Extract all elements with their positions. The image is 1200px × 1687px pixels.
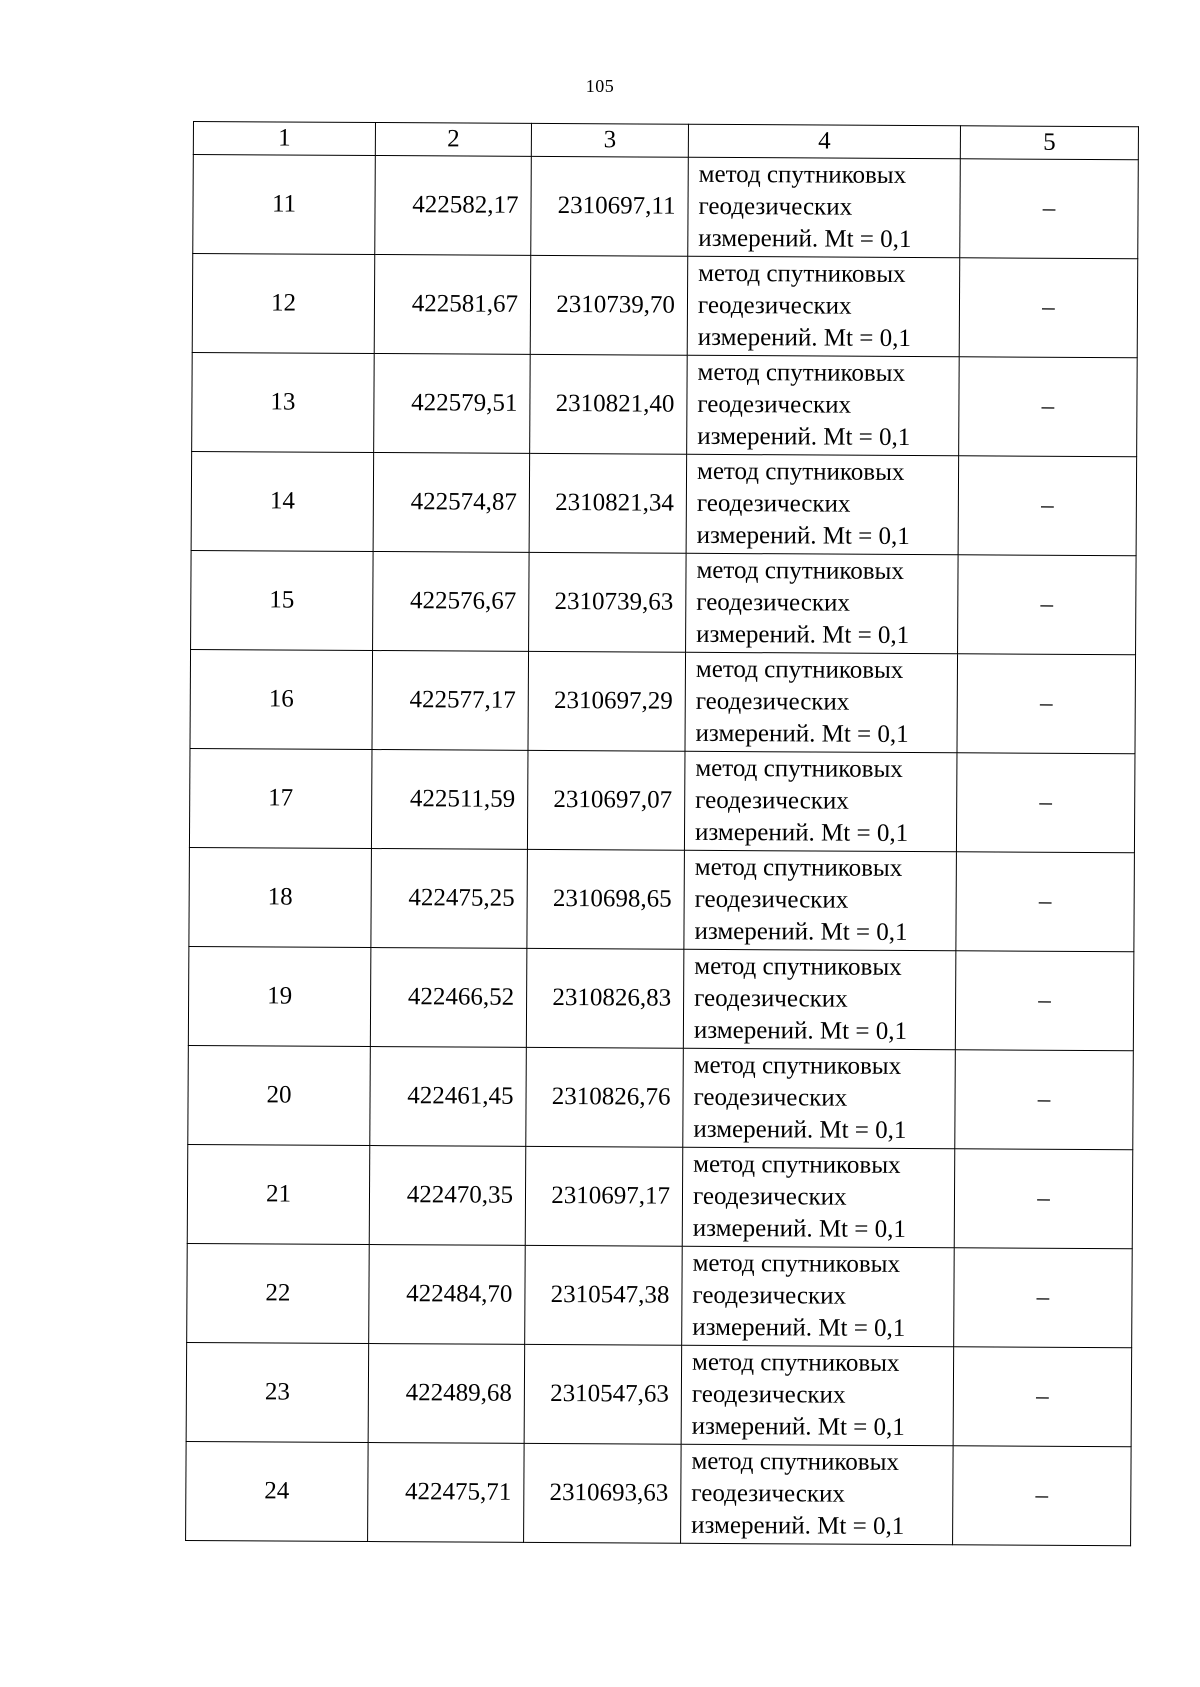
note-cell: –: [954, 1248, 1133, 1348]
method-cell: [687, 256, 960, 357]
coordinate-x-cell: 422475,25: [371, 849, 528, 949]
method-text-line: геодезических: [698, 192, 853, 221]
note-cell: –: [957, 654, 1136, 754]
coordinates-table: [185, 121, 1139, 1546]
note-cell: –: [954, 1149, 1133, 1249]
method-text-line: геодезических: [696, 489, 851, 518]
coordinate-x-cell: 422475,71: [368, 1442, 525, 1542]
coordinate-y-cell: 2310697,29: [528, 651, 686, 751]
method-text-line: метод спутниковых: [696, 556, 904, 585]
point-number-cell: 13: [192, 352, 375, 452]
method-text-line: измерений. Mt = 0,1: [696, 521, 910, 551]
point-number-cell: 18: [189, 847, 372, 947]
method-text-line: геодезических: [697, 291, 852, 320]
table-body: [186, 155, 1139, 1546]
method-text-line: измерений. Mt = 0,1: [692, 1214, 906, 1243]
note-cell: –: [953, 1446, 1132, 1546]
method-cell: [686, 553, 959, 654]
method-cell: [688, 157, 961, 258]
table-row: [192, 254, 1138, 358]
table-row: [186, 1441, 1132, 1545]
coordinate-y-cell: 2310693,63: [524, 1443, 682, 1543]
table-row: [187, 1243, 1133, 1347]
coordinate-y-cell: 2310547,63: [524, 1344, 682, 1444]
method-text-line: геодезических: [691, 1380, 846, 1409]
method-cell: [681, 1345, 954, 1446]
method-text-line: измерений. Mt = 0,1: [698, 224, 912, 254]
table-row: [187, 1144, 1133, 1248]
coordinate-y-cell: 2310739,70: [530, 255, 688, 355]
method-text-line: геодезических: [691, 1479, 846, 1508]
coordinate-x-cell: 422581,67: [374, 255, 531, 355]
method-text-line: измерений. Mt = 0,1: [694, 917, 908, 947]
method-text-line: измерений. Mt = 0,1: [692, 1313, 906, 1342]
method-cell: [685, 652, 958, 753]
coordinate-x-cell: 422579,51: [374, 354, 531, 454]
method-text-line: метод спутниковых: [694, 853, 903, 882]
table-row: [189, 748, 1135, 852]
coordinate-y-cell: 2310821,34: [529, 453, 687, 553]
method-text-line: геодезических: [697, 390, 852, 419]
method-text-line: метод спутниковых: [695, 754, 903, 783]
header-row: [193, 122, 1138, 160]
column-header-5: 5: [960, 126, 1138, 160]
note-cell: –: [956, 852, 1135, 952]
method-text-line: измерений. Mt = 0,1: [697, 323, 911, 353]
method-text-line: измерений. Mt = 0,1: [696, 620, 910, 650]
coordinate-x-cell: 422466,52: [370, 948, 527, 1048]
method-text-line: измерений. Mt = 0,1: [697, 422, 911, 452]
method-text-line: метод спутниковых: [695, 655, 904, 684]
coordinate-y-cell: 2310826,76: [526, 1047, 684, 1147]
method-text-line: метод спутниковых: [698, 160, 907, 189]
coordinate-x-cell: 422461,45: [370, 1047, 527, 1147]
coordinate-x-cell: 422489,68: [368, 1344, 525, 1444]
method-cell: [687, 355, 960, 456]
method-text-line: метод спутниковых: [691, 1348, 900, 1377]
method-cell: [684, 850, 957, 951]
column-header-3: 3: [531, 123, 688, 157]
coordinate-x-cell: 422582,17: [375, 156, 532, 256]
method-text-line: метод спутниковых: [693, 1051, 902, 1080]
method-text-line: измерений. Mt = 0,1: [691, 1511, 905, 1540]
method-text-line: геодезических: [694, 885, 849, 914]
note-cell: –: [956, 753, 1135, 853]
method-text-line: измерений. Mt = 0,1: [693, 1115, 907, 1145]
table-row: [188, 1045, 1134, 1149]
table-row: [188, 946, 1134, 1050]
coordinate-y-cell: 2310698,65: [527, 849, 685, 949]
method-text-line: измерений. Mt = 0,1: [695, 719, 909, 749]
method-cell: [686, 454, 959, 555]
point-number-cell: 20: [188, 1045, 371, 1145]
coordinate-y-cell: 2310697,07: [527, 750, 685, 850]
method-text-line: геодезических: [696, 588, 850, 617]
coordinate-y-cell: 2310739,63: [529, 552, 687, 652]
method-text-line: геодезических: [695, 687, 850, 716]
coordinate-y-cell: 2310697,17: [525, 1146, 683, 1246]
table-row: [191, 550, 1137, 654]
coordinate-y-cell: 2310821,40: [530, 354, 688, 454]
method-text-line: геодезических: [694, 984, 848, 1013]
table-row: [193, 155, 1139, 259]
method-text-line: метод спутниковых: [697, 358, 906, 387]
coordinate-y-cell: 2310826,83: [526, 948, 684, 1048]
note-cell: –: [958, 456, 1137, 556]
column-header-4: 4: [688, 124, 960, 159]
coordinate-x-cell: 422574,87: [373, 453, 530, 553]
method-text-line: метод спутниковых: [696, 457, 905, 486]
note-cell: –: [959, 258, 1138, 358]
coordinate-y-cell: 2310697,11: [531, 156, 689, 256]
note-cell: –: [955, 951, 1134, 1051]
table-row: [190, 649, 1136, 753]
point-number-cell: 21: [187, 1144, 370, 1244]
coordinate-y-cell: 2310547,38: [525, 1245, 683, 1345]
method-text-line: геодезических: [695, 786, 849, 815]
method-cell: [683, 949, 956, 1050]
note-cell: –: [960, 159, 1139, 259]
column-header-2: 2: [375, 123, 531, 157]
note-cell: –: [953, 1347, 1132, 1447]
note-cell: –: [959, 357, 1138, 457]
method-text-line: геодезических: [693, 1083, 848, 1112]
method-text-line: измерений. Mt = 0,1: [694, 818, 909, 848]
method-text-line: измерений. Mt = 0,1: [691, 1412, 905, 1441]
table-row: [189, 847, 1135, 951]
method-text-line: геодезических: [692, 1182, 847, 1211]
method-cell: [684, 751, 957, 852]
point-number-cell: 19: [188, 946, 371, 1046]
point-number-cell: 24: [186, 1441, 369, 1541]
coordinate-x-cell: 422470,35: [369, 1146, 526, 1246]
coordinate-x-cell: 422484,70: [369, 1245, 526, 1345]
point-number-cell: 15: [191, 550, 374, 650]
method-text-line: метод спутниковых: [692, 1249, 901, 1278]
column-header-1: 1: [193, 122, 375, 156]
coordinate-x-cell: 422511,59: [371, 750, 528, 850]
method-text-line: метод спутниковых: [694, 952, 902, 981]
coordinate-x-cell: 422577,17: [372, 651, 529, 751]
point-number-cell: 14: [191, 451, 374, 551]
method-cell: [682, 1147, 955, 1248]
method-cell: [681, 1444, 954, 1545]
method-text-line: метод спутниковых: [691, 1447, 900, 1476]
method-cell: [683, 1048, 956, 1149]
point-number-cell: 17: [189, 748, 372, 848]
point-number-cell: 16: [190, 649, 373, 749]
point-number-cell: 11: [193, 155, 376, 255]
note-cell: –: [958, 555, 1137, 655]
point-number-cell: 22: [187, 1243, 370, 1343]
method-cell: [682, 1246, 955, 1347]
method-text-line: геодезических: [692, 1281, 847, 1310]
coordinate-x-cell: 422576,67: [373, 552, 530, 652]
method-text-line: метод спутниковых: [698, 259, 906, 288]
table-row: [191, 451, 1137, 555]
method-text-line: метод спутниковых: [693, 1150, 901, 1179]
method-text-line: измерений. Mt = 0,1: [693, 1016, 908, 1046]
page-number: 105: [585, 76, 615, 96]
point-number-cell: 23: [186, 1342, 369, 1442]
note-cell: –: [955, 1050, 1134, 1150]
table-row: [186, 1342, 1132, 1446]
table-row: [192, 352, 1138, 456]
point-number-cell: 12: [192, 254, 375, 354]
